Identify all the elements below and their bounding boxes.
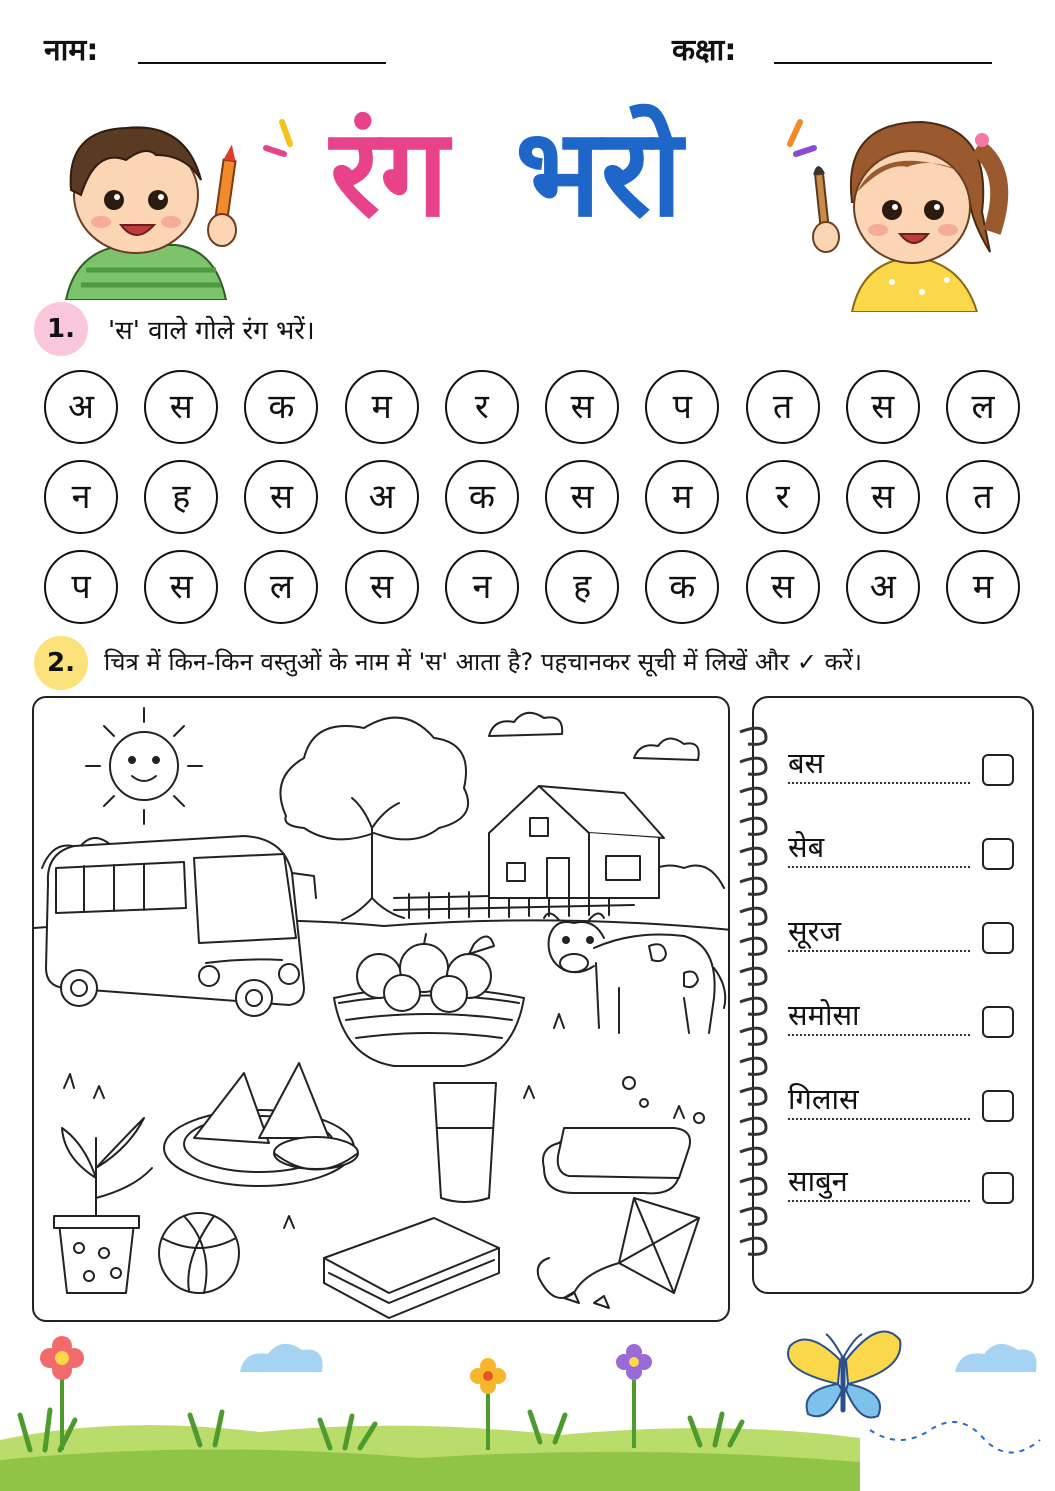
list-item-checkbox[interactable]: [982, 1006, 1014, 1038]
letter-circle[interactable]: स: [746, 550, 820, 624]
girl-with-brush-icon: [812, 102, 1012, 312]
letter-circle[interactable]: क: [244, 370, 318, 444]
letter-circle[interactable]: स: [345, 550, 419, 624]
letter-circle[interactable]: अ: [345, 460, 419, 534]
list-item-dotted-line: [788, 1200, 970, 1202]
letter-circle[interactable]: प: [645, 370, 719, 444]
list-item-word: सूरज: [788, 914, 841, 948]
letter-circle[interactable]: स: [846, 460, 920, 534]
list-item-word: बस: [788, 746, 825, 780]
list-item-dotted-line: [788, 866, 970, 868]
list-item-word: सेब: [788, 830, 825, 864]
footer-decoration: [0, 1320, 1055, 1491]
letter-circle[interactable]: म: [345, 370, 419, 444]
list-item-checkbox[interactable]: [982, 1090, 1014, 1122]
list-item-checkbox[interactable]: [982, 838, 1014, 870]
letter-circle[interactable]: त: [946, 460, 1020, 534]
list-item-word: गिलास: [788, 1082, 859, 1116]
list-item: [788, 1156, 1014, 1208]
question-1-number: 1.: [34, 302, 88, 356]
letter-circle[interactable]: स: [545, 370, 619, 444]
letter-circle[interactable]: अ: [44, 370, 118, 444]
name-blank-line[interactable]: [138, 62, 386, 64]
letter-circle[interactable]: म: [645, 460, 719, 534]
name-label: नाम:: [44, 33, 99, 68]
list-item-checkbox[interactable]: [982, 1172, 1014, 1204]
list-item: [788, 738, 1014, 790]
word-list-notebook: [752, 696, 1034, 1294]
sparkle-left-icon: [262, 118, 310, 168]
question-1-text: 'स' वाले गोले रंग भरें।: [108, 316, 315, 346]
list-item-dotted-line: [788, 1034, 970, 1036]
letter-circle-grid: [44, 370, 1020, 640]
boy-with-pencil-icon: [36, 100, 246, 300]
question-2-number: 2.: [34, 636, 88, 690]
picture-scene-drawing: [34, 698, 730, 1322]
letter-circle[interactable]: र: [746, 460, 820, 534]
letter-row: [44, 370, 1020, 444]
letter-circle[interactable]: ल: [244, 550, 318, 624]
worksheet-title: [330, 88, 750, 258]
letter-circle[interactable]: प: [44, 550, 118, 624]
list-item-checkbox[interactable]: [982, 754, 1014, 786]
class-blank-line[interactable]: [774, 62, 992, 64]
list-item-dotted-line: [788, 950, 970, 952]
letter-circle[interactable]: स: [545, 460, 619, 534]
list-item-checkbox[interactable]: [982, 922, 1014, 954]
letter-circle[interactable]: म: [946, 550, 1020, 624]
list-item-dotted-line: [788, 1118, 970, 1120]
sparkle-right-icon: [770, 118, 818, 168]
list-item: [788, 906, 1014, 958]
list-item: [788, 822, 1014, 874]
letter-circle[interactable]: स: [144, 550, 218, 624]
list-item-word: साबुन: [788, 1164, 848, 1198]
title-word-bharo: भरो: [515, 102, 683, 244]
list-item-dotted-line: [788, 782, 970, 784]
letter-circle[interactable]: न: [44, 460, 118, 534]
letter-circle[interactable]: क: [645, 550, 719, 624]
letter-circle[interactable]: र: [445, 370, 519, 444]
title-word-rang: रंग: [330, 102, 449, 244]
letter-circle[interactable]: स: [244, 460, 318, 534]
question-2-text: चित्र में किन-किन वस्तुओं के नाम में 'स' आता है? पहचानकर सूची में लिखें और ✓ करें।: [104, 648, 862, 676]
class-label: कक्षा:: [672, 33, 737, 68]
list-item-word: समोसा: [788, 998, 860, 1032]
letter-circle[interactable]: त: [746, 370, 820, 444]
letter-circle[interactable]: ह: [545, 550, 619, 624]
spiral-binding-icon: [736, 722, 772, 1262]
letter-circle[interactable]: ल: [946, 370, 1020, 444]
picture-scene: [32, 696, 730, 1322]
letter-circle[interactable]: ह: [144, 460, 218, 534]
letter-circle[interactable]: स: [846, 370, 920, 444]
letter-circle[interactable]: न: [445, 550, 519, 624]
letter-row: [44, 460, 1020, 534]
list-item: [788, 1074, 1014, 1126]
list-item: [788, 990, 1014, 1042]
letter-circle[interactable]: अ: [846, 550, 920, 624]
letter-circle[interactable]: क: [445, 460, 519, 534]
letter-circle[interactable]: स: [144, 370, 218, 444]
letter-row: [44, 550, 1020, 624]
